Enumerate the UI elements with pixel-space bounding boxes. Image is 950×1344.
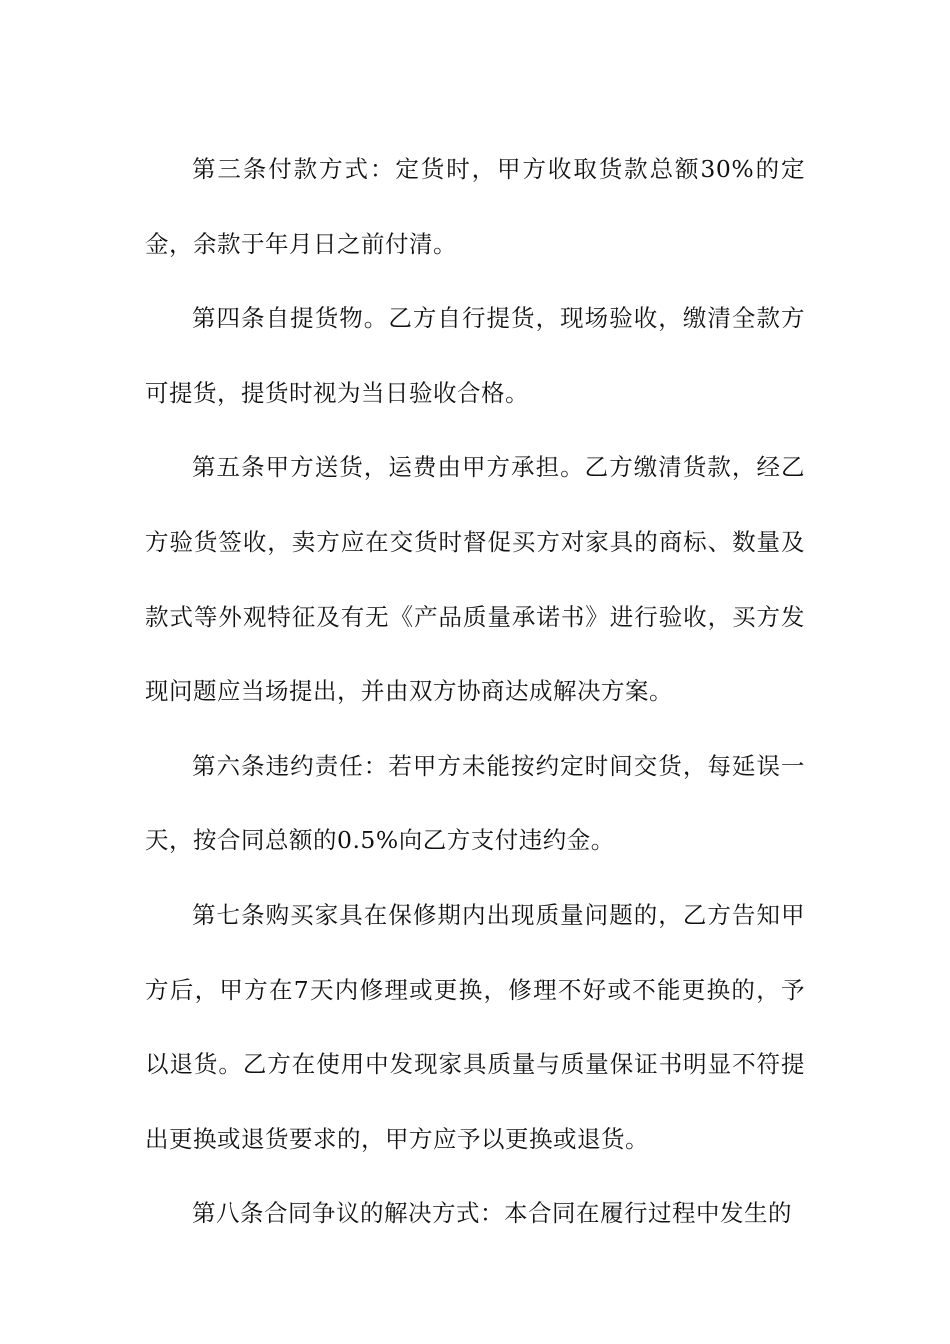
paragraph-article-4: 第四条自提货物。乙方自行提货，现场验收，缴清全款方可提货，提货时视为当日验收合格。 bbox=[145, 304, 805, 407]
paragraph-article-8: 第八条合同争议的解决方式：本合同在履行过程中发生的 bbox=[192, 1199, 792, 1228]
paragraph-article-6: 第六条违约责任：若甲方未能按约定时间交货，每延误一天，按合同总额的0.5%向乙方支付违约金。 bbox=[145, 751, 805, 855]
paragraph-article-7: 第七条购买家具在保修期内出现质量问题的，乙方告知甲方后，甲方在7天内修理或更换，修理不好或不能更换的，予以退货。乙方在使用中发现家具质量与质量保证书明显不符提出更换或退货要求的，甲方应予以更换或退货。 bbox=[145, 900, 805, 1153]
document-body bbox=[145, 132, 805, 1251]
paragraph-article-3: 第三条付款方式：定货时，甲方收取货款总额30%的定金，余款于年月日之前付清。 bbox=[145, 155, 805, 258]
paragraph-article-5: 第五条甲方送货，运费由甲方承担。乙方缴清货款，经乙方验货签收，卖方应在交货时督促买方对家具的商标、数量及款式等外观特征及有无《产品质量承诺书》进行验收，买方发现问题应当场提出，并由双方协商达成解决方案。 bbox=[145, 453, 805, 706]
